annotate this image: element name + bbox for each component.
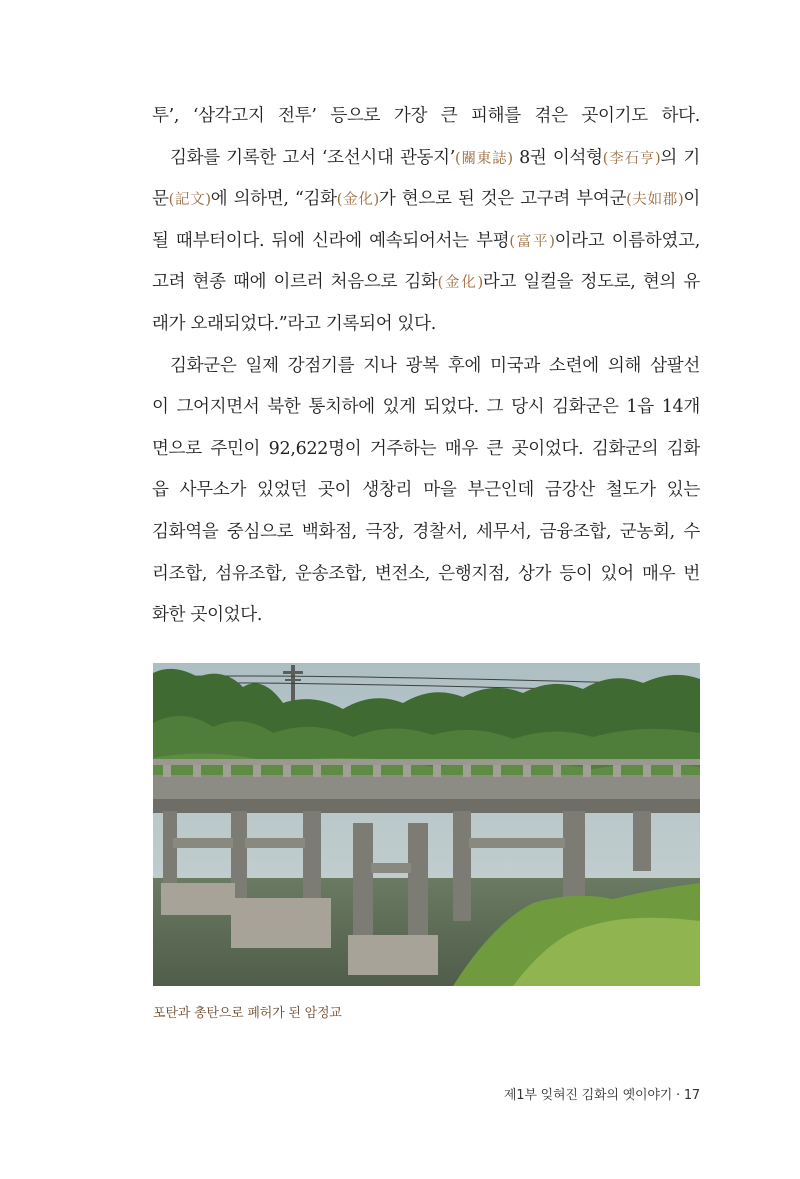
p1-line-1: 투’, ‘삼각고지 전투’ 등으로 가장 큰 피해를 겪은 곳이기도 하다. bbox=[152, 106, 700, 126]
hanja-gloss: (金化) bbox=[336, 192, 379, 209]
hanja-gloss: (夫如郡) bbox=[626, 192, 684, 209]
hanja-gloss: (金化) bbox=[437, 275, 483, 292]
bridge-illustration bbox=[153, 663, 700, 986]
hanja-gloss: (關東誌) bbox=[455, 150, 513, 167]
p2-line-3: 될 때부터이다. 뒤에 신라에 예속되어서는 부평(富平)이라고 이름하였고, bbox=[152, 230, 700, 251]
bridge-photo bbox=[153, 663, 700, 986]
p3-line-4: 읍 사무소가 있었던 곳이 생창리 마을 부근인데 금강산 철도가 있는 bbox=[152, 480, 700, 501]
p3-line-7: 화한 곳이었다. bbox=[152, 605, 263, 626]
p2-line-2: 문(記文)에 의하면, “김화(金化)가 현으로 된 것은 고구려 부여군(夫如郡)이 bbox=[152, 189, 700, 210]
body-text bbox=[152, 96, 700, 637]
p2-line-1: 김화를 기록한 고서 ‘조선시대 관동지’(關東誌) 8권 이석형(李石亨)의 기 bbox=[170, 147, 700, 168]
page-folio: 제1부 잊혀진 김화의 옛이야기 · 17 bbox=[503, 1088, 700, 1103]
p3-line-3: 면으로 주민이 92,622명이 거주하는 매우 큰 곳이었다. 김화군의 김화 bbox=[152, 438, 700, 459]
p2-line-5: 래가 오래되었다.”라고 기록되어 있다. bbox=[152, 313, 437, 334]
p3-line-6: 리조합, 섬유조합, 운송조합, 변전소, 은행지점, 상가 등이 있어 매우 번 bbox=[152, 563, 700, 584]
p3-line-2: 이 그어지면서 북한 통치하에 있게 되었다. 그 당시 김화군은 1읍 14개 bbox=[152, 397, 700, 418]
hanja-gloss: (富平) bbox=[509, 233, 555, 250]
hanja-gloss: (記文) bbox=[168, 192, 211, 209]
photo-caption: 포탄과 총탄으로 폐허가 된 암정교 bbox=[153, 1006, 342, 1021]
p3-line-1: 김화군은 일제 강점기를 지나 광복 후에 미국과 소련에 의해 삼팔선 bbox=[170, 355, 700, 376]
p3-line-5: 김화역을 중심으로 백화점, 극장, 경찰서, 세무서, 금융조합, 군농회, 수 bbox=[152, 521, 700, 542]
hanja-gloss: (李石亨) bbox=[602, 150, 661, 167]
p2-line-4: 고려 현종 때에 이르러 처음으로 김화(金化)라고 일컬을 정도로, 현의 유 bbox=[152, 272, 700, 293]
